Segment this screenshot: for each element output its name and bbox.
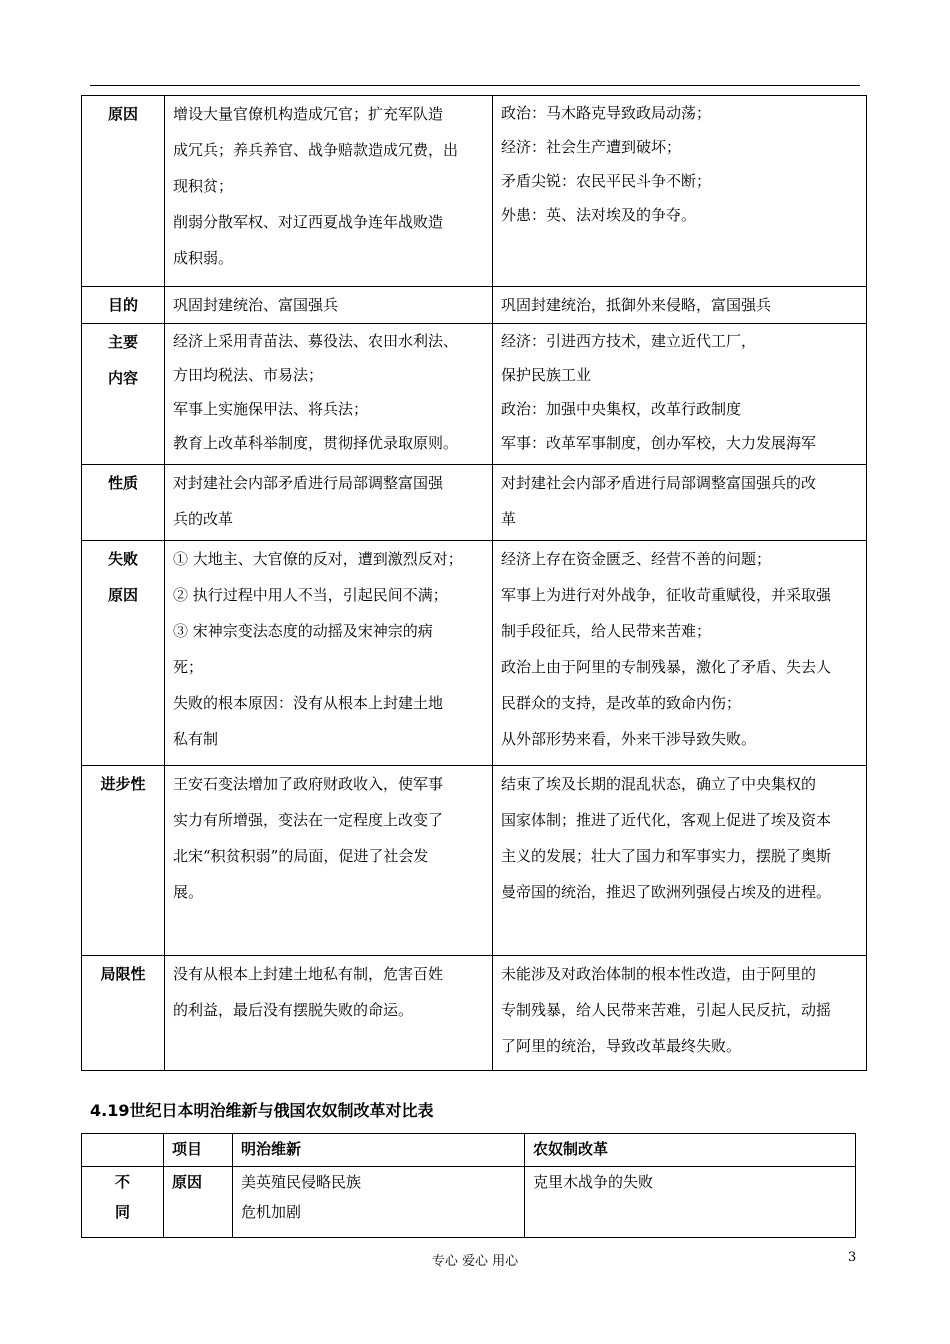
row-label: 目的: [82, 287, 165, 324]
left-cell: 巩固封建统治、富国强兵: [165, 287, 493, 324]
table-row: [82, 96, 867, 287]
table-row: [82, 324, 867, 465]
comparison-table-1: [81, 95, 867, 1071]
right-cell: 巩固封建统治，抵御外来侵略，富国强兵: [493, 287, 867, 324]
left-cell: 没有从根本上封建土地私有制，危害百姓 的利益，最后没有摆脱失败的命运。: [165, 956, 493, 1071]
page-number: 3: [848, 1250, 857, 1265]
left-cell: 王安石变法增加了政府财政收入，使军事 实力有所增强，变法在一定程度上改变了 北宋“积贫积弱”的局面，促进了社会发 展。: [165, 766, 493, 956]
section-title: 4.19世纪日本明治维新与俄国农奴制改革对比表: [90, 1101, 434, 1120]
comparison-table-2: [81, 1133, 856, 1238]
table-row: [82, 541, 867, 766]
left-cell: ① 大地主、大官僚的反对，遭到激烈反对； ② 执行过程中用人不当，引起民间不满； ③ 宋神宗变法态度的动摇及宋神宗的病 死； 失败的根本原因：没有从根本上封建土地 私有制: [165, 541, 493, 766]
row-group-label: 不 同: [82, 1167, 164, 1238]
row-label: 原因: [82, 96, 165, 287]
meiji-cell: 美英殖民侵略民族 危机加剧: [233, 1167, 525, 1238]
header-cell: 明治维新: [233, 1134, 525, 1167]
row-label: 局限性: [82, 956, 165, 1071]
table-row: [82, 465, 867, 541]
header-cell: [82, 1134, 164, 1167]
row-label: 失败 原因: [82, 541, 165, 766]
page-footer: 专心 爱心 用心: [431, 1254, 519, 1269]
serf-reform-cell: 克里木战争的失败: [525, 1167, 856, 1238]
item-cell: 原因: [164, 1167, 233, 1238]
row-label: 性质: [82, 465, 165, 541]
table-row: [82, 766, 867, 956]
right-cell: 经济上存在资金匮乏、经营不善的问题； 军事上为进行对外战争，征收苛重赋役，并采取强 制手段征兵，给人民带来苦难； 政治上由于阿里的专制残暴，激化了矛盾、失去人 民群众的支持，是改革的致命内伤； 从外部形势来看，外来干涉导致失败。: [493, 541, 867, 766]
right-cell: 政治：马木路克导致政局动荡； 经济：社会生产遭到破坏； 矛盾尖锐：农民平民斗争不断； 外患：英、法对埃及的争夺。: [493, 96, 867, 287]
right-cell: 对封建社会内部矛盾进行局部调整富国强兵的改 革: [493, 465, 867, 541]
left-cell: 增设大量官僚机构造成冗官；扩充军队造 成冗兵；养兵养官、战争赔款造成冗费，出 现积贫； 削弱分散军权、对辽西夏战争连年战败造 成积弱。: [165, 96, 493, 287]
header-cell: 项目: [164, 1134, 233, 1167]
right-cell: 结束了埃及长期的混乱状态，确立了中央集权的 国家体制；推进了近代化，客观上促进了埃及资本 主义的发展；壮大了国力和军事实力，摆脱了奥斯 曼帝国的统治，推迟了欧洲列强侵占埃及的进程。: [493, 766, 867, 956]
header-rule: [90, 85, 860, 86]
right-cell: 未能涉及对政治体制的根本性改造，由于阿里的 专制残暴，给人民带来苦难，引起人民反抗，动摇 了阿里的统治，导致改革最终失败。: [493, 956, 867, 1071]
table-row: [82, 287, 867, 324]
right-cell: 经济：引进西方技术，建立近代工厂， 保护民族工业 政治：加强中央集权，改革行政制度 军事：改革军事制度，创办军校，大力发展海军: [493, 324, 867, 465]
table-row: [82, 1167, 856, 1238]
left-cell: 经济上采用青苗法、募役法、农田水利法、 方田均税法、市易法； 军事上实施保甲法、将兵法； 教育上改革科举制度，贯彻择优录取原则。: [165, 324, 493, 465]
left-cell: 对封建社会内部矛盾进行局部调整富国强 兵的改革: [165, 465, 493, 541]
table-row: [82, 956, 867, 1071]
header-cell: 农奴制改革: [525, 1134, 856, 1167]
row-label: 进步性: [82, 766, 165, 956]
row-label: 主要 内容: [82, 324, 165, 465]
table-header-row: [82, 1134, 856, 1167]
